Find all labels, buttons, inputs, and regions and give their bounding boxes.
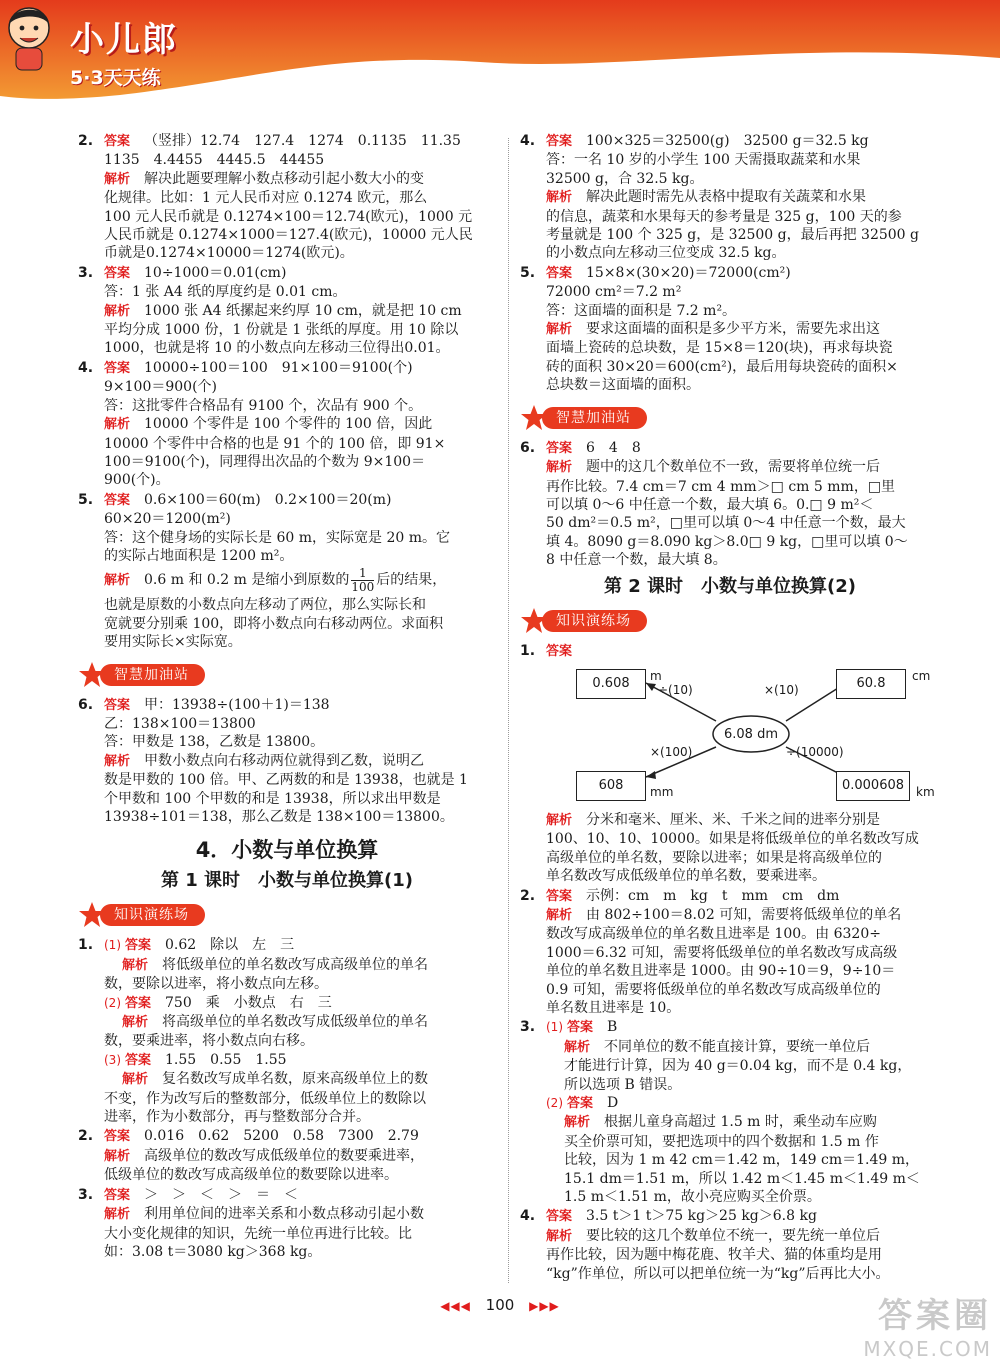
question-number: 4. (78, 359, 94, 376)
analysis-text: 可以填 0～6 中任意一个数，最大填 6。0.□ 9 m²＜ (546, 496, 874, 513)
analysis-text: 所以选项 B 错误。 (564, 1076, 682, 1093)
analysis-text: 低级单位的数改写成高级单位的数要除以进率。 (104, 1167, 398, 1184)
answer-label: 答案 (104, 697, 131, 713)
fraction (351, 567, 374, 594)
sub-number: (1) (104, 938, 121, 953)
analysis-text: 比较，因为 1 m 42 cm＝1.42 m，149 cm＝1.49 m， (564, 1152, 919, 1169)
question-number: 2. (78, 1128, 94, 1145)
analysis-text: 化规律。比如：1 元人民币对应 0.1274 欧元，那么 (104, 190, 428, 207)
question-number: 5. (78, 491, 94, 508)
answer-text: （竖排）12.74 127.4 1274 0.1135 11.35 (144, 133, 461, 149)
analysis-label: 解析 (104, 753, 131, 769)
l1-q3 (78, 1186, 496, 1262)
analysis-text: 也就是原数的小数点向左移动了两位，那么实际长和 (104, 597, 426, 614)
analysis-text: 分米和毫米、厘米、米、千米之间的进率分别是 (586, 811, 881, 828)
analysis-text: 将低级单位的单名数改写成高级单位的单名 (162, 956, 429, 973)
answer-text: 示例：cm m kg t mm cm dm (586, 887, 840, 904)
answer-label: 答案 (546, 134, 573, 149)
analysis-text: 人民币就是 0.1274×1000＝127.4(欧元)，10000 元人民 (104, 227, 473, 244)
answer-label: 答案 (567, 1020, 594, 1036)
answer-label: 答案 (546, 888, 573, 904)
analysis-text: 币就是0.1274×10000＝1274(欧元)。 (104, 245, 354, 262)
analysis-label: 解析 (546, 1228, 573, 1244)
answer-label: 答案 (125, 938, 152, 954)
analysis-text: 数，要除以进率，将小数点向左移。 (104, 976, 328, 993)
analysis-text: 大小变化规律的知识，先统一单位再进行比较。比 (104, 1225, 412, 1242)
analysis-label: 解析 (546, 190, 573, 206)
left-q6 (78, 696, 496, 827)
analysis-text: 解决此题时需先从表格中提取有关蔬菜和水果 (586, 189, 867, 206)
question-number: 2. (78, 133, 94, 149)
analysis-text: 高级单位的数改写成低级单位的数要乘进率， (144, 1147, 425, 1164)
answer-text: 答：这个健身场的实际长是 60 m，实际宽是 20 m。它 (104, 529, 450, 546)
diagram-unit: m (650, 668, 662, 683)
analysis-text: 才能进行计算，因为 40 g＝0.04 kg，而不是 0.4 kg， (564, 1058, 912, 1075)
analysis-text: 13938÷101＝138，那么乙数是 138×100＝13800。 (104, 809, 454, 825)
analysis-text: 甲数小数点向右移动两位就得到乙数，说明乙 (144, 752, 425, 769)
question-number: 6. (520, 439, 536, 456)
diagram-unit: mm (650, 784, 674, 799)
answer-label: 答案 (546, 1209, 573, 1225)
lesson-title: 第 2 课时 小数与单位换算(2) (603, 575, 857, 597)
right-q6 (520, 439, 940, 570)
question-number: 6. (78, 696, 94, 713)
left-q5 (78, 491, 496, 652)
brand-logo (70, 12, 178, 90)
analysis-label: 解析 (546, 812, 573, 828)
answer-text: 甲：13938÷(100＋1)＝138 (144, 696, 330, 713)
watermark (863, 1288, 992, 1361)
analysis-text: 进率，作为小数部分，再与整数部分合并。 (104, 1109, 370, 1126)
sub-number: (2) (546, 1096, 563, 1111)
l2-q2 (520, 887, 940, 1018)
analysis-text: “kg”作单位，所以可以把单位统一为“kg”后再比大小。 (546, 1265, 890, 1282)
analysis-text: 总块数＝这面墙的面积。 (546, 377, 700, 394)
analysis-text: 填 4。8090 g＝8.090 kg＞8.0□ 9 kg，□里可以填 0～ (546, 533, 908, 550)
right-column (520, 132, 940, 1284)
analysis-text: 数改写成高级单位的单名数且进率是 100。由 6320÷ (546, 926, 881, 943)
analysis-text: 考量就是 100 个 325 g，是 32500 g，最后再把 32500 g (546, 227, 920, 244)
answer-label: 答案 (104, 134, 131, 149)
left-q2 (78, 132, 496, 263)
analysis-text: 900(个)。 (104, 472, 170, 489)
answer-text: 1.55 0.55 1.55 (165, 1051, 287, 1068)
section-practice (78, 898, 496, 930)
section-title: 知识演练场 (100, 904, 205, 926)
analysis-text: 数，要乘进率，将小数点向右移。 (104, 1033, 314, 1050)
answer-text: 72000 cm²＝7.2 m² (546, 284, 682, 301)
analysis-text: 再作比较，因为题中梅花鹿、牧羊犬、猫的体重均是用 (546, 1247, 882, 1264)
analysis-text: 10000 个零件中合格的也是 91 个的 100 倍，即 91× (104, 435, 446, 452)
right-q5 (520, 264, 940, 395)
diagram-operation: ×(10) (764, 682, 799, 697)
question-number: 5. (520, 264, 536, 281)
l1-q2 (78, 1127, 496, 1184)
arrows-right-icon: ▶▶▶ (529, 1299, 560, 1313)
analysis-text: 单名数且进率是 10。 (546, 1000, 681, 1016)
analysis-label: 解析 (104, 573, 131, 589)
analysis-text: 100 元人民币就是 0.1274×100＝12.74(欧元)，1000 元 (104, 208, 473, 225)
analysis-text: 1000 张 A4 纸摞起来约厚 10 cm，就是把 10 cm (144, 302, 462, 319)
analysis-text: 题中的这几个数单位不一致，需要将单位统一后 (586, 459, 881, 476)
analysis-text: 单名数改写成低级单位的单名数，要乘进率。 (546, 868, 826, 885)
answer-text: 0.62 除以 左 三 (165, 937, 295, 954)
answer-label: 答案 (104, 360, 131, 376)
arrows-left-icon: ◀◀◀ (440, 1299, 471, 1313)
analysis-text: 不变，作为改写后的整数部分，低级单位上的数除以 (104, 1090, 426, 1107)
question-number: 4. (520, 1208, 536, 1225)
analysis-label: 解析 (104, 417, 131, 433)
analysis-text: 15.1 dm＝1.51 m，所以 1.42 m＜1.45 m＜1.49 m＜ (564, 1170, 920, 1187)
diagram-box-m: 0.608 (576, 669, 646, 699)
l1-q1 (78, 936, 496, 1126)
left-q3 (78, 264, 496, 358)
answer-text: 0.016 0.62 5200 0.58 7300 2.79 (144, 1128, 419, 1145)
diagram-unit: cm (912, 668, 931, 683)
column-divider (508, 138, 509, 1283)
fraction-numerator: 1 (351, 567, 374, 581)
analysis-text: 100＝9100(个)，同理得出次品的个数为 9×100＝ (104, 453, 426, 470)
analysis-text: 后的结果， (376, 572, 447, 589)
analysis-text: 再作比较。7.4 cm＝7 cm 4 mm＞□ cm 5 mm，□里 (546, 478, 896, 495)
analysis-text: 要比较的这几个数单位不统一，要先统一单位后 (586, 1227, 881, 1244)
lesson-title: 第 1 课时 小数与单位换算(1) (160, 870, 414, 892)
analysis-label: 解析 (122, 1072, 149, 1088)
analysis-text: 个甲数和 100 个甲数的和是 13938，所以求出甲数是 (104, 790, 441, 807)
analysis-text: 复名数改写成单名数，原来高级单位上的数 (162, 1071, 429, 1088)
watermark-url: MXQE.COM (863, 1337, 992, 1361)
section-practice (520, 604, 940, 636)
analysis-text: 1.5 m＜1.51 m，故小亮应购买全价票。 (564, 1189, 821, 1206)
answer-text: 答：一名 10 岁的小学生 100 天需摄取蔬菜和水果 (546, 152, 861, 169)
l2-q3 (520, 1018, 940, 1206)
analysis-text: 利用单位间的进率关系和小数点移动引起小数 (144, 1206, 425, 1223)
diagram-operation: ×(100) (650, 744, 693, 759)
page-number: 100 (485, 1296, 515, 1314)
answer-label: 答案 (546, 265, 573, 281)
brand-series: 5·3天天练 (70, 67, 161, 89)
l2-q1 (520, 642, 940, 886)
answer-text: 750 乘 小数点 右 三 (165, 994, 332, 1011)
analysis-text: 50 dm²＝0.5 m²，□里可以填 0～4 中任意一个数，最大 (546, 515, 906, 532)
answer-text: 10÷1000＝0.01(cm) (144, 264, 287, 281)
answer-text: 9×100＝900(个) (104, 379, 218, 396)
analysis-label: 解析 (104, 303, 131, 319)
analysis-text: 如：3.08 t＝3080 kg＞368 kg。 (104, 1243, 322, 1260)
chapter-title: 4．小数与单位换算 (195, 838, 379, 863)
analysis-text: 高级单位的单名数，要除以进率；如果是将高级单位的 (546, 849, 882, 866)
answer-text: 15×8×(30×20)＝72000(cm²) (586, 264, 791, 281)
l2-q4 (520, 1207, 940, 1283)
analysis-text: 砖的面积 30×20＝600(cm²)，最后用每块瓷砖的面积× (546, 358, 898, 375)
analysis-text: 0.6 m 和 0.2 m 是缩小到原数的 (144, 572, 350, 589)
mascot-icon (0, 0, 58, 72)
question-number: 3. (78, 264, 94, 281)
fraction-denominator: 100 (351, 579, 375, 594)
answer-label: 答案 (125, 995, 152, 1011)
analysis-label: 解析 (564, 1115, 591, 1131)
analysis-text: 1000＝6.32 可知，需要将低级单位的单名数改写成高级 (546, 944, 898, 961)
analysis-label: 解析 (122, 957, 149, 973)
answer-label: 答案 (546, 643, 573, 659)
analysis-text: 由 802÷100＝8.02 可知，需要将低级单位的单名 (586, 906, 902, 923)
watermark-title: 答案圈 (878, 1296, 992, 1336)
right-q4 (520, 132, 940, 263)
answer-label: 答案 (546, 440, 573, 456)
diagram-operation: ÷(10000) (786, 744, 844, 759)
section-wisdom (78, 658, 496, 690)
analysis-text: 8 中任意一个数，最大填 8。 (546, 552, 727, 569)
analysis-label: 解析 (104, 1207, 131, 1223)
analysis-label: 解析 (104, 171, 131, 187)
analysis-label: 解析 (104, 1148, 131, 1164)
answer-text: 0.6×100＝60(m) 0.2×100＝20(m) (144, 491, 392, 508)
analysis-text: 要用实际长×实际宽。 (104, 634, 242, 651)
analysis-text: 要求这面墙的面积是多少平方米，需要先求出这 (586, 321, 881, 338)
answer-label: 答案 (104, 1129, 131, 1145)
answer-label: 答案 (567, 1096, 594, 1112)
analysis-text: 平均分成 1000 份，1 份就是 1 张纸的厚度。用 10 除以 (104, 322, 459, 339)
question-number: 3. (78, 1186, 94, 1203)
answer-text: 6 4 8 (586, 439, 641, 456)
diagram-center-label: 6.08 dm (724, 726, 778, 742)
answer-text: ＞ ＞ ＜ ＞ ＝ ＜ (144, 1186, 299, 1203)
answer-text: 10000÷100＝100 91×100＝9100(个) (144, 359, 413, 376)
answer-text: 60×20＝1200(m²) (104, 511, 231, 528)
answer-text: 的实际占地面积是 1200 m²。 (104, 547, 294, 564)
answer-text: 答：这面墙的面积是 7.2 m²。 (546, 302, 737, 319)
unit-conversion-diagram (546, 665, 940, 805)
left-q4 (78, 359, 496, 490)
diagram-box-km: 0.000608 (836, 771, 910, 801)
diagram-box-mm: 608 (576, 771, 646, 801)
analysis-text: 的信息，蔬菜和水果每天的参考量是 325 g，100 天的参 (546, 208, 902, 225)
answer-text: 3.5 t＞1 t＞75 kg＞25 kg＞6.8 kg (586, 1208, 817, 1225)
analysis-text: 单位的单名数且进率是 1000。由 90÷10＝9，9÷10＝ (546, 963, 896, 980)
answer-text: 32500 g，合 32.5 kg。 (546, 170, 704, 187)
diagram-operation: ÷(10) (658, 682, 693, 697)
answer-label: 答案 (104, 492, 131, 508)
question-number: 3. (520, 1019, 536, 1036)
section-wisdom (520, 401, 940, 433)
analysis-label: 解析 (122, 1015, 149, 1031)
analysis-text: 1000，也就是将 10 的小数点向左移动三位得出0.01。 (104, 340, 450, 357)
analysis-text: 10000 个零件是 100 个零件的 100 倍，因此 (144, 416, 433, 433)
answer-text: 答：1 张 A4 纸的厚度约是 0.01 cm。 (104, 284, 347, 301)
analysis-text: 根据儿童身高超过 1.5 m 时，乘坐动车应购 (604, 1114, 877, 1131)
section-title: 知识演练场 (542, 610, 647, 632)
answer-label: 答案 (125, 1052, 152, 1068)
question-number: 2. (520, 887, 536, 904)
answer-text: 乙：138×100＝13800 (104, 715, 256, 732)
question-number: 4. (520, 133, 536, 149)
answer-text: 1135 4.4455 4445.5 44455 (104, 152, 325, 169)
answer-text: 答：甲数是 138，乙数是 13800。 (104, 734, 325, 751)
analysis-text: 100、10、10、10000。如果是将低级单位的单名数改写成 (546, 831, 919, 848)
answer-text: 100×325＝32500(g) 32500 g＝32.5 kg (586, 133, 869, 149)
question-number: 1. (520, 642, 536, 659)
analysis-text: 不同单位的数不能直接计算，要统一单位后 (604, 1038, 871, 1055)
answer-text: D (607, 1095, 619, 1112)
diagram-unit: km (916, 784, 935, 799)
analysis-text: 面墙上瓷砖的总块数，是 15×8＝120(块)，再求每块瓷 (546, 340, 893, 357)
analysis-text: 将高级单位的单名数改写成低级单位的单名 (162, 1014, 429, 1031)
analysis-text: 数是甲数的 100 倍。甲、乙两数的和是 13938，也就是 1 (104, 772, 468, 789)
analysis-label: 解析 (546, 322, 573, 338)
analysis-label: 解析 (564, 1039, 591, 1055)
sub-number: (1) (546, 1020, 563, 1035)
analysis-label: 解析 (546, 907, 573, 923)
brand-name: 小儿郎 (70, 20, 178, 60)
section-title: 智慧加油站 (542, 407, 647, 429)
section-title: 智慧加油站 (100, 664, 205, 686)
analysis-text: 宽就要分别乘 100，即将小数点向右移动两位。求面积 (104, 615, 444, 632)
page-footer (0, 1296, 1000, 1314)
analysis-text: 0.9 可知，需要将低级单位的单名数改写成高级单位的 (546, 981, 881, 998)
left-column (78, 132, 496, 1262)
analysis-text: 解决此题要理解小数点移动引起小数大小的变 (144, 170, 425, 187)
diagram-box-cm: 60.8 (836, 669, 906, 699)
page-header (0, 0, 1000, 130)
question-number: 1. (78, 937, 94, 954)
answer-text: B (607, 1019, 618, 1036)
sub-number: (2) (104, 995, 121, 1010)
answer-label: 答案 (104, 1187, 131, 1203)
analysis-label: 解析 (546, 460, 573, 476)
answer-label: 答案 (104, 265, 131, 281)
analysis-text: 买全价票可知，要把选项中的四个数据和 1.5 m 作 (564, 1133, 879, 1150)
analysis-text: 的小数点向左移动三位变成 32.5 kg。 (546, 245, 786, 262)
sub-number: (3) (104, 1052, 121, 1067)
answer-text: 答：这批零件合格品有 9100 个，次品有 900 个。 (104, 397, 423, 414)
